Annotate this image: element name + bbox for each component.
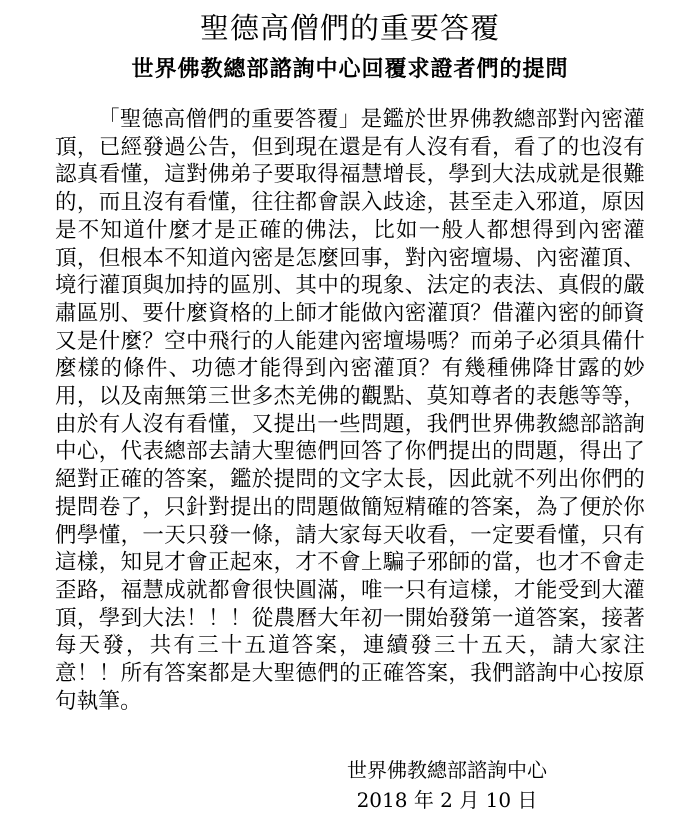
- body-paragraph: 「聖德高僧們的重要答覆」是鑑於世界佛教總部對內密灌頂，已經發過公告，但到現在還是有人沒有看，看了的也沒有認真看懂，這對佛弟子要取得福慧增長，學到大法成就是很難的，而且沒有看懂，往往都會誤入歧途，甚至走入邪道，原因是不知道什麼才是正確的佛法，比如一般人都想得到內密灌頂，但根本不知道內密是怎麼回事，對內密壇場、內密灌頂、境行灌頂與加持的區別、其中的現象、法定的表法、真假的嚴肅區別、要什麼資格的上師才能做內密灌頂？借灌內密的師資又是什麼？空中飛行的人能建內密壇場嗎？而弟子必須具備什麼樣的條件、功德才能得到內密灌頂？有幾種佛降甘露的妙用，以及南無第三世多杰羌佛的觀點、莫知尊者的表態等等，由於有人沒有看懂，又提出一些問題，我們世界佛教總部諮詢中心，代表總部去請大聖德們回答了你們提出的問題，得出了絕對正確的答案，鑑於提問的文字太長，因此就不列出你們的提問卷了，只針對提出的問題做簡短精確的答案，為了便於你們學懂，一天只發一條，請大家每天收看，一定要看懂，只有這樣，知見才會正起來，才不會上騙子邪師的當，也才不會走歪路，福慧成就都會很快圓滿，唯一只有這樣，才能受到大灌頂，學到大法！！！從農曆大年初一開始發第一道答案，接著每天發，共有三十五道答案，連續發三十五天，請大家注意！！所有答案都是大聖德們的正確答案，我們諮詢中心按原句執筆。: [55, 107, 645, 714]
- signature-block: [347, 755, 547, 815]
- signature-date: 2018 年 2 月 10 日: [356, 788, 538, 813]
- document-title: 聖德高僧們的重要答覆: [199, 11, 500, 45]
- document-subtitle: 世界佛教總部諮詢中心回覆求證者們的提問: [131, 56, 569, 82]
- signature-organization: 世界佛教總部諮詢中心: [347, 758, 547, 783]
